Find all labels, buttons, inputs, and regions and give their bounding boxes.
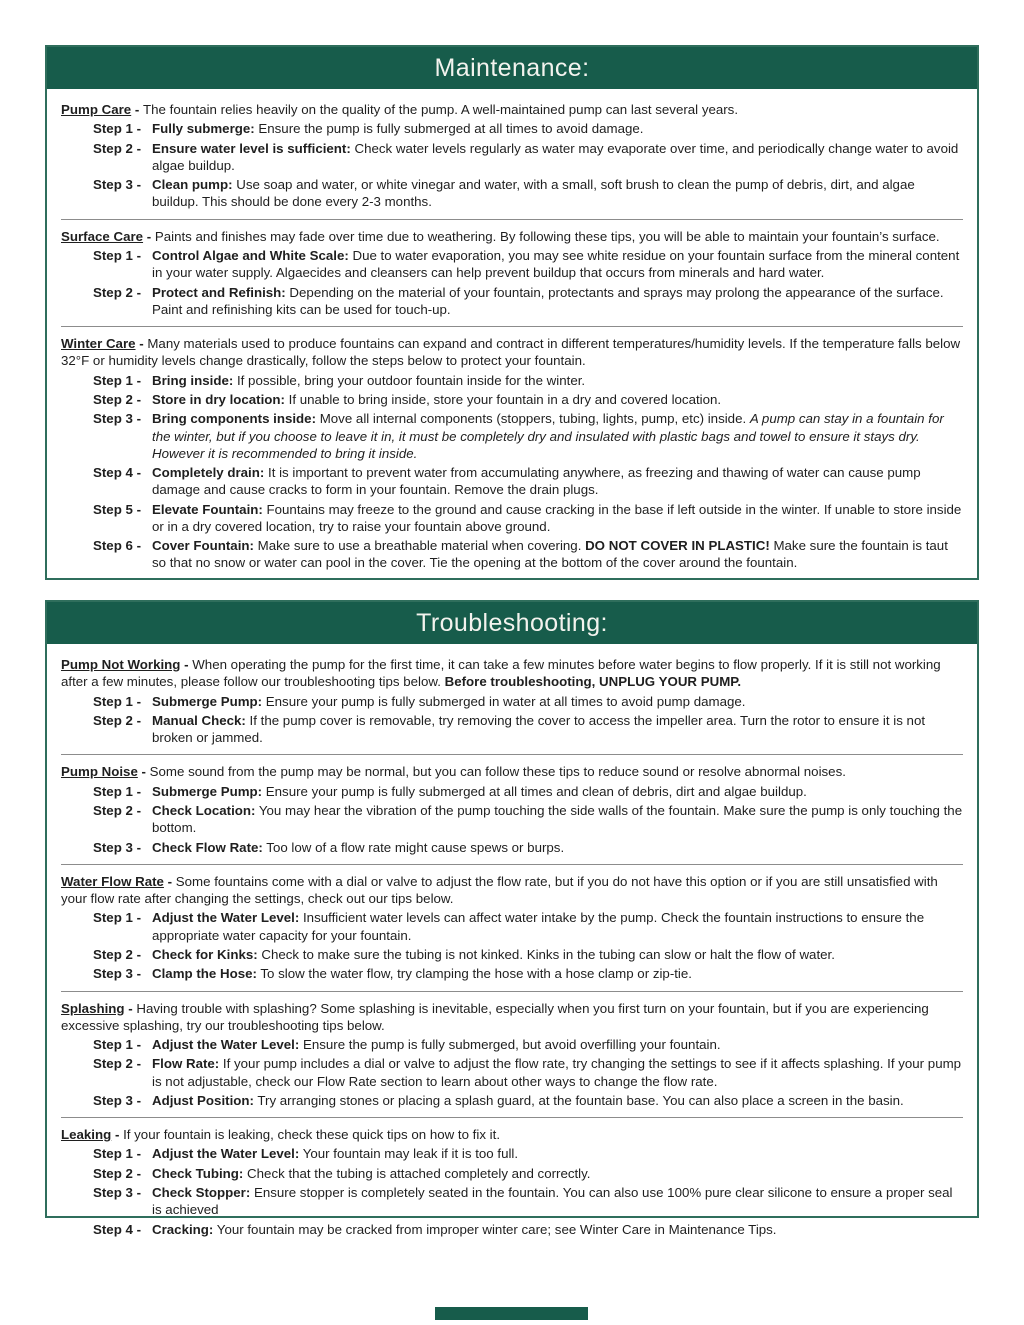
step-row [93,783,963,800]
text-segment: Ensure the pump is fully submerged, but avoid overfilling your fountain. [299,1037,721,1053]
step-number: Step 3 - [93,177,142,193]
step-number: Step 3 - [93,411,142,427]
step-text [150,1165,963,1182]
step-row [93,140,963,175]
text-segment: Store in dry location: [152,391,285,407]
heading-dash: - [163,873,176,889]
step-number: Step 3 - [93,839,142,855]
footer-accent-bar [435,1307,588,1320]
step-row [93,1145,963,1162]
care-group [61,1126,963,1238]
text-segment: Submerge Pump: [152,783,263,799]
step-row [93,410,963,462]
text-segment: Too low of a flow rate might cause spews or burps. [262,839,565,855]
step-row [93,1165,963,1182]
step-text [150,410,963,462]
step-text [150,1036,963,1053]
step-row [93,537,963,572]
text-segment: Move all internal components (stoppers, tubing, lights, pump, etc) inside. [316,411,750,427]
text-segment: Ensure your pump is fully submerged at all times and clean of debris, dirt and algae buildup. [262,783,807,799]
step-row [93,693,963,710]
step-number: Step 1 - [93,910,142,926]
text-segment: You may hear the vibration of the pump touching the side walls of the fountain. Make sure the pump is only touching the bottom. [152,802,963,836]
step-text [150,537,963,572]
text-segment: Clamp the Hose: [152,966,257,982]
section-divider [61,326,963,327]
group-heading: Pump Care [61,102,132,117]
care-group [61,873,963,983]
heading-dash: - [180,657,193,672]
text-segment: Use soap and water, or white vinegar and water, with a small, soft brush to clean the pump of debris, dirt, and algae buildup. This should be done every 2-3 months. [152,177,915,210]
text-segment: Ensure the pump is fully submerged at all times to avoid damage. [254,121,644,137]
text-segment: Having trouble with splashing? Some splashing is inevitable, especially when you first turn on your fountain, but if you are experiencing excessive splashing, try our troubleshooting tips below. [61,1000,929,1033]
text-segment: Make sure the fountain is taut so that no snow or water can pool in the cover. Tie the opening at the bottom of the cover around the fountain. [152,538,948,571]
text-segment: Before troubleshooting, UNPLUG YOUR PUMP. [444,674,742,690]
step-text [150,1145,963,1162]
text-segment: Elevate Fountain: [152,501,263,517]
text-segment: Ensure your pump is fully submerged in water at all times to avoid pump damage. [262,693,746,709]
text-segment: Check that the tubing is attached completely and correctly. [243,1165,591,1181]
text-segment: DO NOT COVER IN PLASTIC! [585,538,770,554]
heading-dash: - [124,1000,137,1016]
text-segment: Check Location: [152,802,256,818]
step-number: Step 1 - [93,1037,142,1053]
maintenance-header-bar [47,47,977,89]
text-segment: Completely drain: [152,465,265,481]
step-text [150,501,963,536]
text-segment: The fountain relies heavily on the quality of the pump. A well-maintained pump can last several years. [143,102,739,117]
step-row [93,712,963,747]
step-number: Step 1 - [93,372,142,388]
step-text [150,247,963,282]
care-group [61,656,963,746]
text-segment: Fountains may freeze to the ground and cause cracking in the base if left outside in the winter. If unable to store inside or in a dry covered location, try to raise your fountain above ground. [152,501,962,534]
step-number: Step 4 - [93,465,142,481]
group-intro [61,228,963,245]
text-segment: Your fountain may be cracked from improper winter care; see Winter Care in Maintenance Tips. [213,1221,777,1237]
text-segment: Bring components inside: [152,411,317,427]
step-text [150,693,963,710]
step-number: Step 2 - [93,946,142,962]
text-segment: Adjust the Water Level: [152,1146,300,1162]
care-group [61,228,963,318]
group-intro [61,335,963,370]
group-heading: Splashing [61,1000,125,1016]
step-row [93,1184,963,1219]
step-number: Step 3 - [93,1185,142,1201]
step-row [93,247,963,282]
heading-dash: - [143,228,155,244]
heading-dash: - [135,336,148,352]
step-text [150,946,963,963]
step-text [150,1184,963,1219]
group-heading: Winter Care [61,336,136,352]
group-heading: Pump Noise [61,764,138,780]
section-divider [61,219,963,220]
step-row [93,391,963,408]
step-number: Step 2 - [93,1056,142,1072]
text-segment: Flow Rate: [152,1056,220,1072]
step-number: Step 2 - [93,284,142,300]
group-intro [61,1000,963,1035]
text-segment: Control Algae and White Scale: [152,247,349,263]
step-number: Step 3 - [93,1092,142,1108]
section-divider [61,754,963,755]
group-intro [61,873,963,908]
text-segment: Depending on the material of your fountain, protectants and sprays may prolong the appearance of the surface. Paint and refinishing kits can be used for touch-up. [152,284,944,317]
step-text [150,965,963,982]
care-group [61,101,963,211]
step-text [150,909,963,944]
heading-dash: - [131,102,144,117]
text-segment: Check Flow Rate: [152,839,263,855]
text-segment: Check Stopper: [152,1185,251,1201]
group-intro [61,763,963,780]
step-text [150,372,963,389]
group-intro [61,656,963,691]
step-text [150,284,963,319]
step-row [93,909,963,944]
text-segment: Due to water evaporation, you may see white residue on your fountain surface from the mineral content in your water supply. Algaecides and cleansers can help prevent buildup that occurs from minerals and hard water. [152,247,960,281]
text-segment: Check water levels regularly as water may evaporate over time, and periodically change water to avoid algae buildup. [152,140,959,173]
step-number: Step 2 - [93,712,142,728]
troubleshooting-header-bar [47,602,977,644]
step-text [150,783,963,800]
step-number: Step 3 - [93,966,142,982]
text-segment: To slow the water flow, try clamping the hose with a hose clamp or zip-tie. [256,966,692,982]
step-text [150,120,963,137]
step-text [150,1221,963,1238]
text-segment: If possible, bring your outdoor fountain inside for the winter. [233,372,586,388]
section-title: Maintenance: [434,53,590,82]
step-row [93,1055,963,1090]
group-intro [61,1126,963,1143]
heading-dash: - [137,764,150,780]
text-segment: If unable to bring inside, store your fountain in a dry and covered location. [284,391,722,407]
group-heading: Leaking [61,1127,112,1143]
text-segment: If your pump includes a dial or valve to adjust the flow rate, try changing the settings to see if it affects splashing. If your pump is not adjustable, check our Flow Rate section to learn about other ways to change the flow rate. [152,1056,962,1089]
text-segment: Many materials used to produce fountains can expand and contract in different temperatures/humidity levels. If the temperature falls below 32°F or humidity levels change drastically, follow the steps below to protect your fountain. [61,336,961,369]
text-segment: Manual Check: [152,712,246,728]
text-segment: Some sound from the pump may be normal, but you can follow these tips to reduce sound or resolve abnormal noises. [149,764,846,780]
step-row [93,1092,963,1109]
group-heading: Water Flow Rate [61,873,164,889]
maintenance-panel [45,45,979,580]
step-row [93,965,963,982]
text-segment: Fully submerge: [152,121,255,137]
step-text [150,464,963,499]
step-text [150,712,963,747]
text-segment: If your fountain is leaking, check these quick tips on how to fix it. [123,1127,501,1143]
care-group [61,1000,963,1110]
care-group [61,763,963,855]
text-segment: Make sure to use a breathable material when covering. [253,538,586,554]
text-segment: A pump can stay in a fountain for the winter, but if you choose to leave it in, it must be completely dry and insulated with plastic bags and towel to ensure it stays dry. However it is recommended to bring it inside. [152,411,944,461]
text-segment: When operating the pump for the first time, it can take a few minutes before water begins to flow properly. If it is still not working after a few minutes, please follow our troubleshooting tips below. [61,657,941,690]
section-divider [61,864,963,865]
step-number: Step 1 - [93,693,142,709]
text-segment: Clean pump: [152,177,233,193]
step-number: Step 4 - [93,1221,142,1237]
section-divider [61,991,963,992]
text-segment: Cracking: [152,1221,214,1237]
step-number: Step 1 - [93,247,142,263]
text-segment: Cover Fountain: [152,538,254,554]
step-row [93,176,963,211]
section-divider [61,1117,963,1118]
step-row [93,839,963,856]
step-row [93,802,963,837]
troubleshooting-content [47,644,977,1248]
step-text [150,839,963,856]
step-text [150,1055,963,1090]
text-segment: Insufficient water levels can affect water intake by the pump. Check the fountain instructions to ensure the appropriate water capacity for your fountain. [152,910,925,943]
heading-dash: - [111,1127,124,1143]
text-segment: Try arranging stones or placing a splash guard, at the fountain base. You can also place a screen in the basin. [253,1092,904,1108]
step-text [150,802,963,837]
text-segment: Protect and Refinish: [152,284,286,300]
text-segment: Adjust Position: [152,1092,254,1108]
step-number: Step 5 - [93,501,142,517]
step-row [93,1036,963,1053]
group-intro [61,101,963,118]
step-number: Step 1 - [93,783,142,799]
step-number: Step 2 - [93,140,142,156]
text-segment: Adjust the Water Level: [152,910,300,926]
group-heading: Pump Not Working [61,657,181,672]
step-number: Step 2 - [93,391,142,407]
step-row [93,1221,963,1238]
step-row [93,372,963,389]
text-segment: Submerge Pump: [152,693,263,709]
text-segment: Paints and finishes may fade over time due to weathering. By following these tips, you will be able to maintain your fountain’s surface. [154,228,940,244]
step-number: Step 1 - [93,121,142,137]
text-segment: Your fountain may leak if it is too full. [299,1146,519,1162]
step-row [93,464,963,499]
step-number: Step 1 - [93,1146,142,1162]
text-segment: Check to make sure the tubing is not kinked. Kinks in the tubing can slow or halt the flow of water. [257,946,835,962]
text-segment: Some fountains come with a dial or valve to adjust the flow rate, but if you do not have this option or if you are still unsatisfied with your flow rate after changing the settings, check out our tips below. [61,873,938,907]
step-text [150,391,963,408]
text-segment: Adjust the Water Level: [152,1037,300,1053]
step-row [93,284,963,319]
step-text [150,140,963,175]
step-row [93,501,963,536]
text-segment: Ensure stopper is completely seated in the fountain. You can also use 100% pure clear silicone to ensure a proper seal is achieved [152,1185,953,1218]
text-segment: If the pump cover is removable, try removing the cover to access the impeller area. Turn the rotor to ensure it is not broken or jammed. [152,712,926,746]
step-number: Step 2 - [93,1165,142,1181]
section-title: Troubleshooting: [416,608,608,637]
step-number: Step 2 - [93,802,142,818]
text-segment: It is important to prevent water from accumulating anywhere, as freezing and thawing of water can cause pump damage and cause cracks to form in your fountain. Remove the drain plugs. [152,465,921,498]
step-text [150,1092,963,1109]
step-row [93,946,963,963]
step-text [150,176,963,211]
text-segment: Ensure water level is sufficient: [152,140,351,156]
text-segment: Check Tubing: [152,1165,244,1181]
step-number: Step 6 - [93,538,142,554]
text-segment: Bring inside: [152,372,234,388]
group-heading: Surface Care [61,228,144,244]
troubleshooting-panel [45,600,979,1237]
maintenance-content [47,89,977,582]
step-row [93,120,963,137]
text-segment: Check for Kinks: [152,946,258,962]
care-group [61,335,963,572]
